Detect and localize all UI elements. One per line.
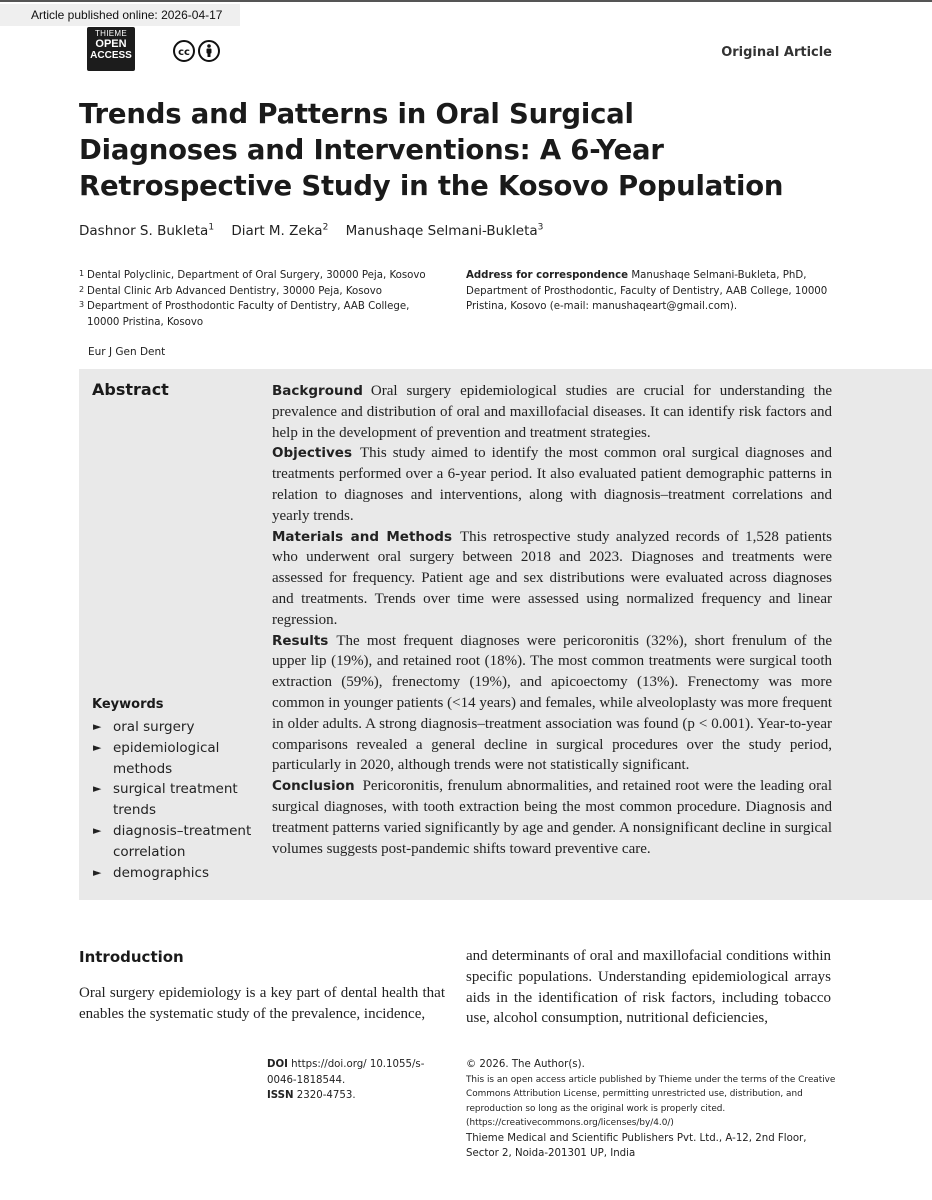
introduction-left-column: Oral surgery epidemiology is a key part of dental health that enables the systematic study of the prevalence, incidence, [79,985,445,1022]
abstract-section: Results The most frequent diagnoses were pericoronitis (32%), short frenulum of the upper lip (19%), and retained root (18%). The most common treatments were surgical tooth extraction (59%), frenectomy (19%), and apicoectomy (13%). Frenectomy was more common in younger patients (<14 years) and females, while alveoloplasty was more frequent in older adults. A strong diagnosis–treatment association was found (p < 0.001). Year-to-year comparisons revealed a general decline in surgical procedures over the study period, particularly in 2020, although trends were not statistically significant. [272,632,832,774]
logo-line-1: THIEME [94,29,128,38]
abstract-section: Materials and Methods This retrospective study analyzed records of 1,528 patients who underwent oral surgery between 2018 and 2023. Diagnoses and treatments were assessed for frequency. Patient age and sex distributions were evaluated across diagnoses and treatments. Trends over time were assessed using normalized frequency and linear regression. [272,528,833,628]
published-banner: Article published online: 2026-04-17 [0,4,240,26]
keywords-list [92,717,262,883]
thieme-open-access-logo[interactable] [87,27,135,71]
correspondence-label: Address for correspondence [466,270,629,281]
keyword-item: ► diagnosis–treatment correlation [93,822,252,860]
logo-line-3: ACCESS [90,50,132,61]
license-text: This is an open access article published by Thieme under the terms of the Creative Commons Attribution License, permitting unrestricted use, distribution, and reproduction so long as the original work is properly cited. (https://creativecommons.org/licenses/by/4.0/) [466,1074,836,1128]
abstract-section: Background Oral surgery epidemiological studies are crucial for understanding the prevalence and distribution of oral and maxillofacial diseases. It can identify risk factors and help in the development of prevention and treatment strategies. [272,383,832,441]
keyword-item: ► oral surgery [92,717,262,738]
affiliation: 1 Dental Polyclinic, Department of Oral Surgery, 30000 Peja, Kosovo [79,269,426,281]
license-icons[interactable] [173,39,221,63]
copyright-line: © 2026. The Author(s). [466,1059,585,1070]
author: Dashnor S. Bukleta$^1$ [79,222,215,239]
logo-line-2: OPEN [95,38,127,50]
abstract-heading: Abstract [92,380,169,399]
keyword-item: ► demographics [92,863,262,884]
introduction-heading: Introduction [79,948,184,966]
abstract-body [272,381,832,859]
arrow-icon: ► [93,782,102,796]
keyword-item: ► surgical treatment trends [93,781,238,819]
doi-link[interactable]: https://doi.org/ 10.1055/s-0046-1818544. [267,1059,425,1086]
doi-label: DOI [267,1059,288,1070]
affiliation-continuation: 10000 Pristina, Kosovo [87,316,204,328]
license-block [466,1057,836,1162]
issn-value: 2320-4753. [296,1090,356,1101]
affiliation: 3 Department of Prosthodontic Faculty of Dentistry, AAB College, [79,300,410,312]
publisher-address: Thieme Medical and Scientific Publishers Pvt. Ltd., A-12, 2nd Floor, Sector 2, Noida-201301 UP, India [466,1132,807,1159]
correspondence-text: Manushaqe Selmani-Bukleta, PhD, Department of Prosthodontic, Faculty of Dentistry, AAB College, 10000 Pristina, Kosovo (e-mail: manushaqeart@gmail.com). [466,270,828,312]
abstract-section: Objectives This study aimed to identify the most common oral surgical diagnoses and treatments performed over a 6-year period. It also evaluated patient demographic patterns in relation to diagnoses and interventions, along with diagnosis–treatment correlations and yearly trends. [272,445,832,524]
journal-name: Eur J Gen Dent [88,346,166,358]
keywords-heading: Keywords [92,697,164,712]
top-rule [0,0,932,2]
doi-block [267,1057,437,1104]
keyword-item: ► epidemiological methods [93,739,220,777]
abstract-section: Conclusion Pericoronitis, frenulum abnormalities, and retained root were the leading oral surgical diagnoses, with tooth extraction being the most common procedure. Diagnosis and treatment patterns varied significantly by age and gender. A nonsignificant decline in surgical volumes suggests post-pandemic shifts toward preventive care. [272,778,832,857]
correspondence [466,268,836,315]
issn-label: ISSN [267,1090,294,1101]
arrow-icon: ► [93,865,102,879]
svg-text:cc: cc [178,47,190,58]
attribution-icon [199,41,219,61]
affiliation: 2 Dental Clinic Arb Advanced Dentistry, 30000 Peja, Kosovo [79,284,383,297]
arrow-icon: ► [93,823,102,837]
affiliations [79,268,454,330]
author: Manushaqe Selmani-Bukleta$^3$ [345,222,544,239]
arrow-icon: ► [93,740,102,754]
author: Diart M. Zeka$^2$ [231,222,329,239]
article-type: Original Article [721,45,832,60]
article-title: Trends and Patterns in Oral Surgical Diagnoses and Interventions: A 6-Year Retrospective Study in the Kosovo Population [79,98,784,202]
cc-icon [174,41,194,61]
introduction-right-column: and determinants of oral and maxillofacial conditions within specific populations. Understanding epidemiological arrays aids in the identification of risk factors, including tobacco use, alcohol consumption, nutritional deficiencies, [466,948,831,1027]
author-list [79,222,556,239]
arrow-icon: ► [93,720,102,733]
